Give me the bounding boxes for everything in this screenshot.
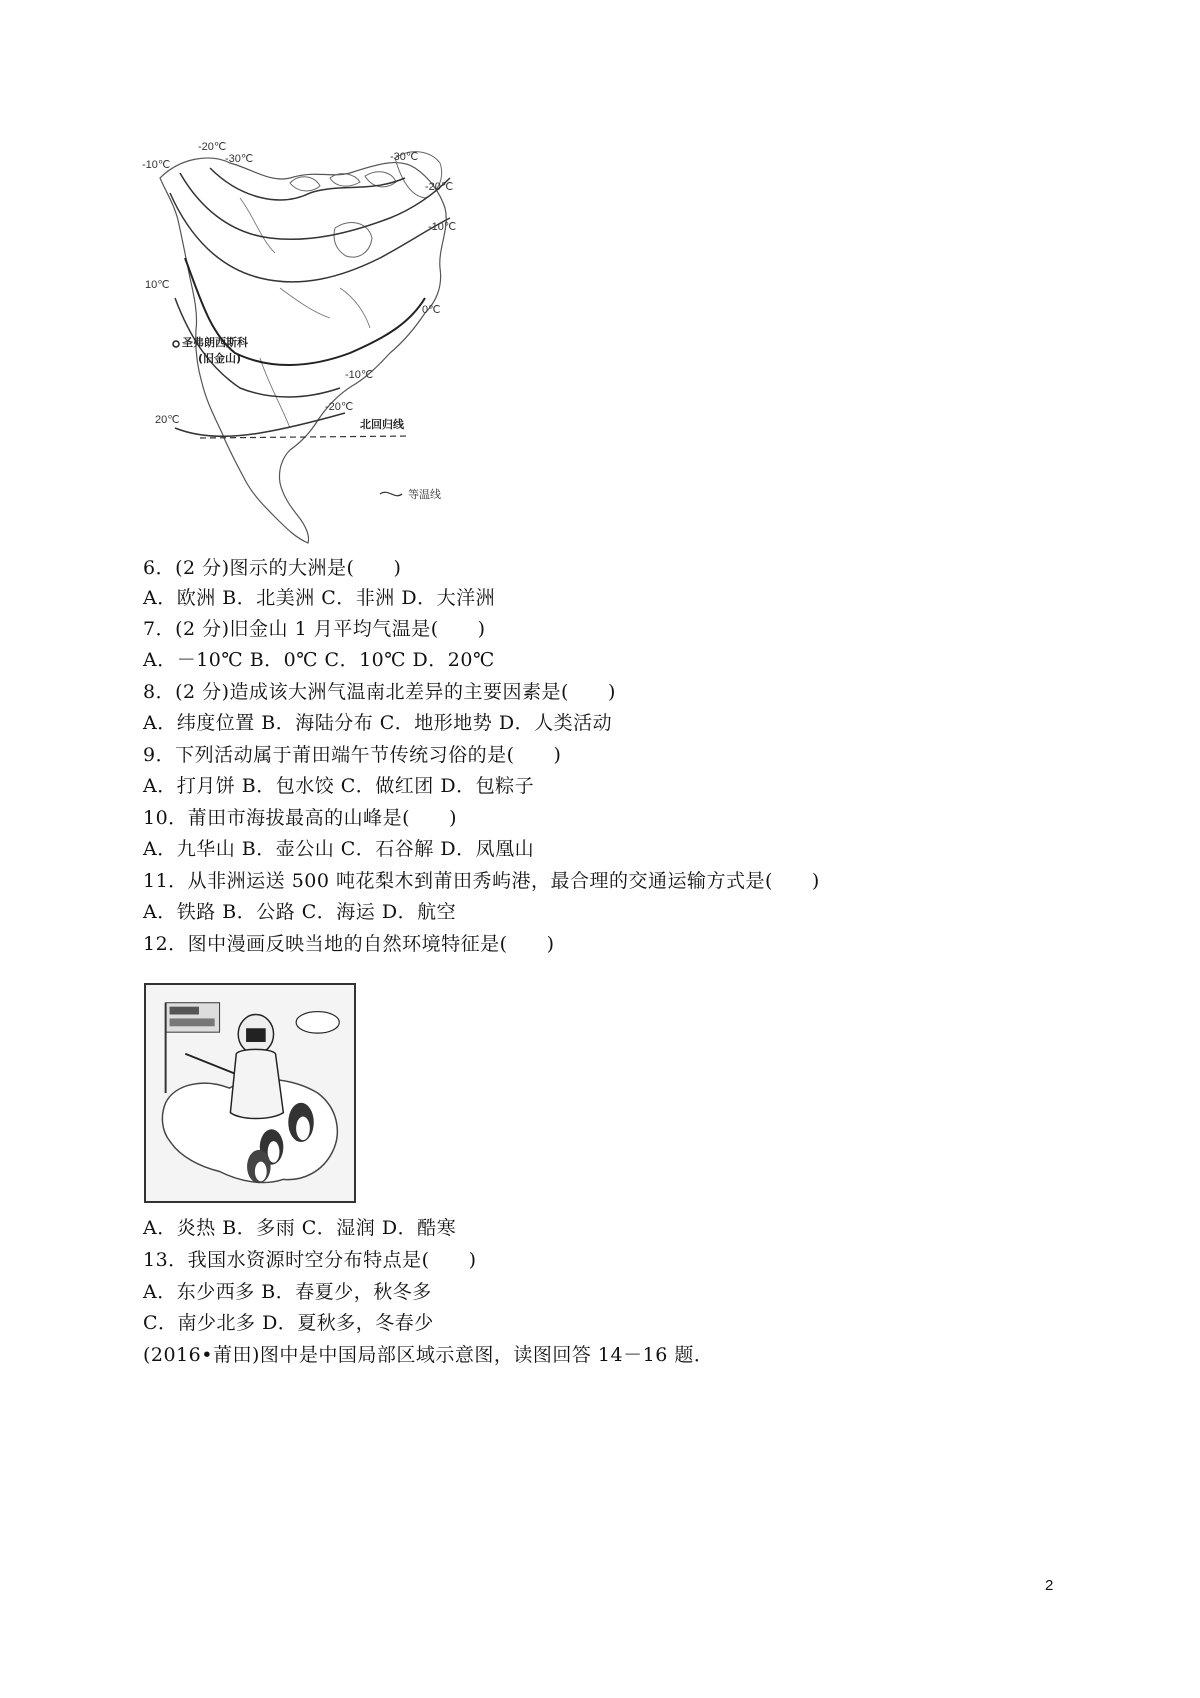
isotherm-20 xyxy=(175,413,345,436)
label-minus10-right: -10℃ xyxy=(428,221,457,233)
question-9-options: A．打月饼 B．包水饺 C．做红团 D．包粽子 xyxy=(143,775,535,797)
pointer-stick xyxy=(185,1054,234,1074)
question-8-options: A．纬度位置 B．海陆分布 C．地形地势 D．人类活动 xyxy=(143,712,613,734)
antarctica-cartoon xyxy=(144,983,356,1203)
cartoon-svg xyxy=(146,985,354,1201)
label-minus20-right: -20℃ xyxy=(425,181,454,193)
label-minus20-top: -20℃ xyxy=(198,141,227,153)
question-6-options: A．欧洲 B．北美洲 C．非洲 D．大洋洲 xyxy=(143,587,496,609)
question-9-stem: 9．下列活动属于莆田端午节传统习俗的是( ) xyxy=(143,744,562,766)
question-11-stem: 11．从非洲运送 500 吨花梨木到莆田秀屿港，最合理的交通运输方式是( ) xyxy=(143,870,820,892)
label-minus10-south: -10℃ xyxy=(345,369,374,381)
isotherm-minus10 xyxy=(170,193,450,282)
label-20: 20℃ xyxy=(155,414,180,426)
legend-isotherm-symbol xyxy=(380,492,402,495)
question-7-options: A．－10℃ B．0℃ C．10℃ D．20℃ xyxy=(143,649,495,671)
researcher-face xyxy=(246,1028,266,1042)
penguin-1-belly xyxy=(296,1117,310,1141)
question-13-options-1: A．东少西多 B．春夏少，秋冬多 xyxy=(143,1281,432,1303)
isotherm-minus30 xyxy=(210,168,405,200)
label-10: 10℃ xyxy=(145,279,170,291)
isotherm-minus20 xyxy=(180,173,450,239)
question-8-stem: 8．(2 分)造成该大洲气温南北差异的主要因素是( ) xyxy=(143,681,616,703)
label-tropic-of-cancer: 北回归线 xyxy=(360,418,404,431)
question-12-stem: 12．图中漫画反映当地的自然环境特征是( ) xyxy=(143,933,555,955)
label-minus30-right: -30℃ xyxy=(390,151,419,163)
flag-sign xyxy=(170,1018,215,1026)
label-minus20-south: -20℃ xyxy=(325,401,354,413)
question-12-options: A．炎热 B．多雨 C．湿润 D．酷寒 xyxy=(143,1217,457,1239)
question-13-stem: 13．我国水资源时空分布特点是( ) xyxy=(143,1249,477,1271)
question-11-options: A．铁路 B．公路 C．海运 D．航空 xyxy=(143,901,457,923)
label-minus30-left: -30℃ xyxy=(225,153,254,165)
label-san-francisco-alt: (旧金山) xyxy=(198,352,242,365)
page-number: 2 xyxy=(1045,1577,1054,1594)
question-6-stem: 6．(2 分)图示的大洲是( ) xyxy=(143,557,402,579)
label-0: 0℃ xyxy=(422,304,441,316)
question-10-options: A．九华山 B．壶公山 C．石谷解 D．凤凰山 xyxy=(143,838,535,860)
label-minus10-left: -10℃ xyxy=(142,159,171,171)
label-san-francisco: 圣弗朗西斯科 xyxy=(182,336,248,349)
north-america-isotherm-map xyxy=(140,138,515,548)
legend-isotherm-label: 等温线 xyxy=(408,489,441,501)
speech-bubble xyxy=(296,1012,339,1034)
map-svg xyxy=(140,138,515,548)
section-intro: (2016•莆田)图中是中国局部区域示意图，读图回答 14－16 题． xyxy=(143,1344,714,1366)
researcher-body xyxy=(230,1049,283,1118)
san-francisco-marker xyxy=(173,341,179,347)
question-13-options-2: C．南少北多 D．夏秋多，冬春少 xyxy=(143,1312,434,1334)
hudson-bay xyxy=(334,223,372,258)
question-10-stem: 10．莆田市海拔最高的山峰是( ) xyxy=(143,807,458,829)
question-7-stem: 7．(2 分)旧金山 1 月平均气温是( ) xyxy=(143,618,486,640)
penguin-3-belly xyxy=(255,1162,267,1182)
flag-band xyxy=(170,1007,199,1015)
